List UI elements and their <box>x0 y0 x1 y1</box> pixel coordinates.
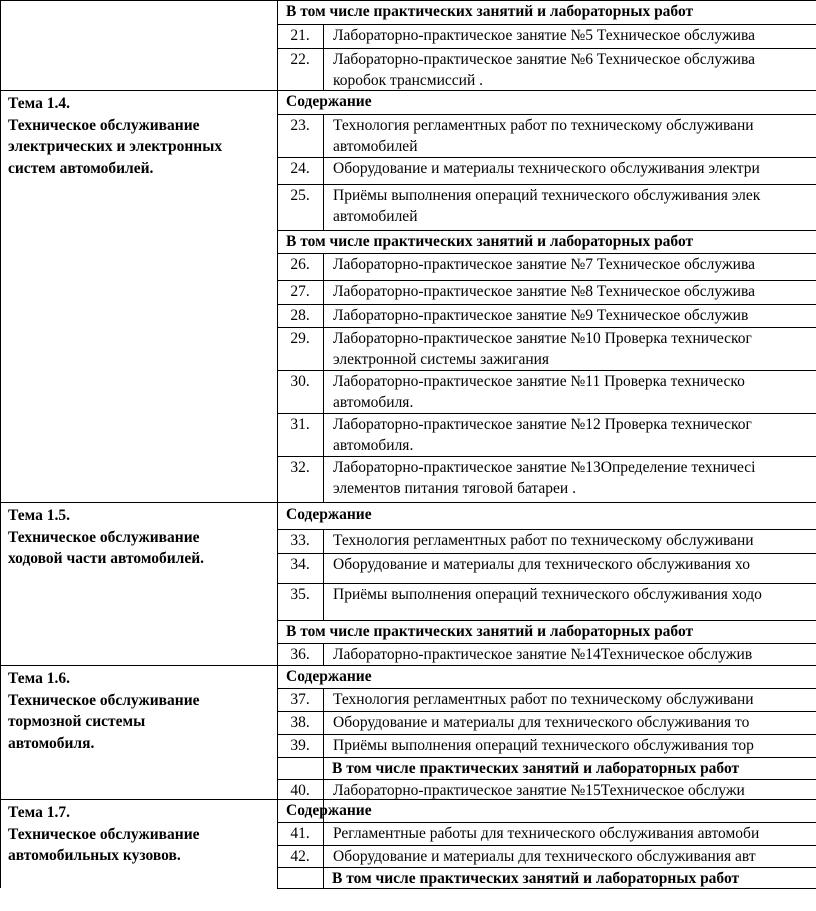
table-rule <box>277 370 816 371</box>
content-heading: Содержание <box>286 668 372 685</box>
row-text: Технология регламентных работ по техническому обслуживани <box>333 117 754 134</box>
table-rule <box>277 734 816 735</box>
row-text: Оборудование и материалы для технического обслуживания то <box>333 714 750 731</box>
row-number: 35. <box>290 586 310 603</box>
topic-name-line: автомобиля. <box>8 734 95 752</box>
row-text: Приёмы выполнения операций технического обслуживания ходо <box>333 586 762 603</box>
topic-name-line: Техническое обслуживание <box>8 528 200 546</box>
practical-heading: В том числе практических занятий и лабораторных работ <box>286 623 694 640</box>
row-text: автомобиля. <box>333 394 414 411</box>
topic-title: Тема 1.7. <box>8 804 70 821</box>
row-text: Приёмы выполнения операций технического обслуживания тор <box>333 737 754 754</box>
row-number: 21. <box>290 27 310 44</box>
row-text: Лабораторно-практическое занятие №10 Проверка техническог <box>333 330 752 347</box>
table-rule <box>277 456 816 457</box>
table-rule <box>0 0 816 1</box>
practical-heading: В том числе практических занятий и лабораторных работ <box>286 233 694 250</box>
row-number: 39. <box>290 737 310 754</box>
row-text: Лабораторно-практическое занятие №14Техническое обслужив <box>333 646 753 663</box>
table-rule <box>277 711 816 712</box>
row-number: 34. <box>290 556 310 573</box>
row-number: 28. <box>290 307 310 324</box>
row-text: Лабораторно-практическое занятие №12 Проверка техническог <box>333 416 752 433</box>
row-text: Технология регламентных работ по техническому обслуживани <box>333 532 754 549</box>
row-text: Лабораторно-практическое занятие №6 Техническое обслужива <box>333 51 755 68</box>
table-rule <box>323 253 324 502</box>
topic-title: Тема 1.5. <box>8 507 70 524</box>
content-heading: Содержание <box>286 802 372 819</box>
row-text: Приёмы выполнения операций технического обслуживания элек <box>333 187 761 204</box>
table-rule <box>323 114 324 230</box>
table-rule <box>277 114 816 115</box>
topic-name-line: электрических и электронных <box>8 138 223 155</box>
table-rule <box>277 529 816 530</box>
row-text: коробок трансмиссий . <box>333 72 484 89</box>
topic-name-line: систем автомобилей. <box>8 159 154 177</box>
table-rule <box>277 779 816 780</box>
row-number: 23. <box>290 117 310 134</box>
table-rule <box>277 688 816 689</box>
table-rule <box>277 280 816 281</box>
row-number: 41. <box>290 825 310 842</box>
row-text: Оборудование и материалы технического обслуживания электри <box>333 160 760 177</box>
topic-name-line: тормозной системы <box>8 713 146 730</box>
topic-title: Тема 1.4. <box>8 95 70 112</box>
table-rule <box>277 327 816 328</box>
table-rule <box>323 688 324 888</box>
row-number: 24. <box>290 160 310 177</box>
table-rule <box>323 24 324 90</box>
row-text: Лабораторно-практическое занятие №7 Техническое обслужива <box>333 256 755 273</box>
practical-heading: В том числе практических занятий и лабораторных работ <box>332 760 740 777</box>
row-text: Регламентные работы для технического обслуживания автомоби <box>333 825 760 842</box>
table-rule <box>277 253 816 254</box>
row-number: 40. <box>290 782 310 799</box>
row-number: 37. <box>290 691 310 708</box>
row-text: Лабораторно-практическое занятие №13Определение техничесі <box>333 459 756 476</box>
row-number: 36. <box>290 646 310 663</box>
table-rule <box>277 822 816 823</box>
row-number: 42. <box>290 848 310 865</box>
table-rule <box>277 304 816 305</box>
table-rule <box>323 643 324 665</box>
row-number: 38. <box>290 714 310 731</box>
table-rule <box>0 665 816 666</box>
row-text: автомобиля. <box>333 437 414 454</box>
table-rule <box>277 583 816 584</box>
table-rule <box>277 620 816 621</box>
row-number: 30. <box>290 373 310 390</box>
content-heading: Содержание <box>286 506 372 523</box>
table-rule <box>277 867 816 868</box>
topic-name-line: ходовой части автомобилей. <box>8 550 205 567</box>
table-rule <box>277 757 816 758</box>
table-rule <box>0 502 816 503</box>
table-rule <box>277 230 816 231</box>
row-text: Оборудование и материалы для технического обслуживания хо <box>333 556 750 573</box>
table-rule <box>277 184 816 185</box>
table-rule <box>0 0 1 888</box>
row-number: 33. <box>290 532 310 549</box>
content-heading: Содержание <box>286 93 372 110</box>
table-rule <box>277 553 816 554</box>
row-number: 22. <box>290 51 310 68</box>
topic-name-line: автомобильных кузовов. <box>8 847 181 864</box>
row-number: 31. <box>290 416 310 433</box>
row-text: Технология регламентных работ по техническому обслуживани <box>333 691 754 708</box>
row-number: 27. <box>290 283 310 300</box>
row-number: 29. <box>290 330 310 347</box>
row-text: Лабораторно-практическое занятие №11 Проверка техническо <box>333 373 745 390</box>
table-rule <box>277 643 816 644</box>
row-text: элементов питания тяговой батареи . <box>333 480 576 497</box>
practical-heading: В том числе практических занятий и лабораторных работ <box>332 870 740 887</box>
row-number: 26. <box>290 256 310 273</box>
row-text: автомобилей <box>333 208 418 225</box>
table-rule <box>323 529 324 620</box>
table-rule <box>277 48 816 49</box>
row-text: Оборудование и материалы для технического обслуживания авт <box>333 848 756 865</box>
row-text: автомобилей <box>333 138 418 155</box>
table-rule <box>277 413 816 414</box>
row-number: 25. <box>290 187 310 204</box>
practical-heading: В том числе практических занятий и лабораторных работ <box>286 3 694 20</box>
row-text: Лабораторно-практическое занятие №15Техническое обслужи <box>333 782 745 799</box>
table-rule <box>277 24 816 25</box>
topic-name-line: Техническое обслуживание <box>8 825 200 843</box>
row-text: Лабораторно-практическое занятие №5 Техническое обслужива <box>333 27 755 44</box>
row-text: Лабораторно-практическое занятие №9 Техническое обслужив <box>333 307 749 324</box>
row-text: Лабораторно-практическое занятие №8 Техническое обслужива <box>333 283 755 300</box>
topic-name-line: Техническое обслуживание <box>8 116 200 134</box>
row-number: 32. <box>290 459 310 476</box>
table-rule <box>277 157 816 158</box>
topic-title: Тема 1.6. <box>8 670 70 687</box>
row-text: электронной системы зажигания <box>333 351 550 368</box>
topic-name-line: Техническое обслуживание <box>8 691 200 709</box>
table-rule <box>277 845 816 846</box>
